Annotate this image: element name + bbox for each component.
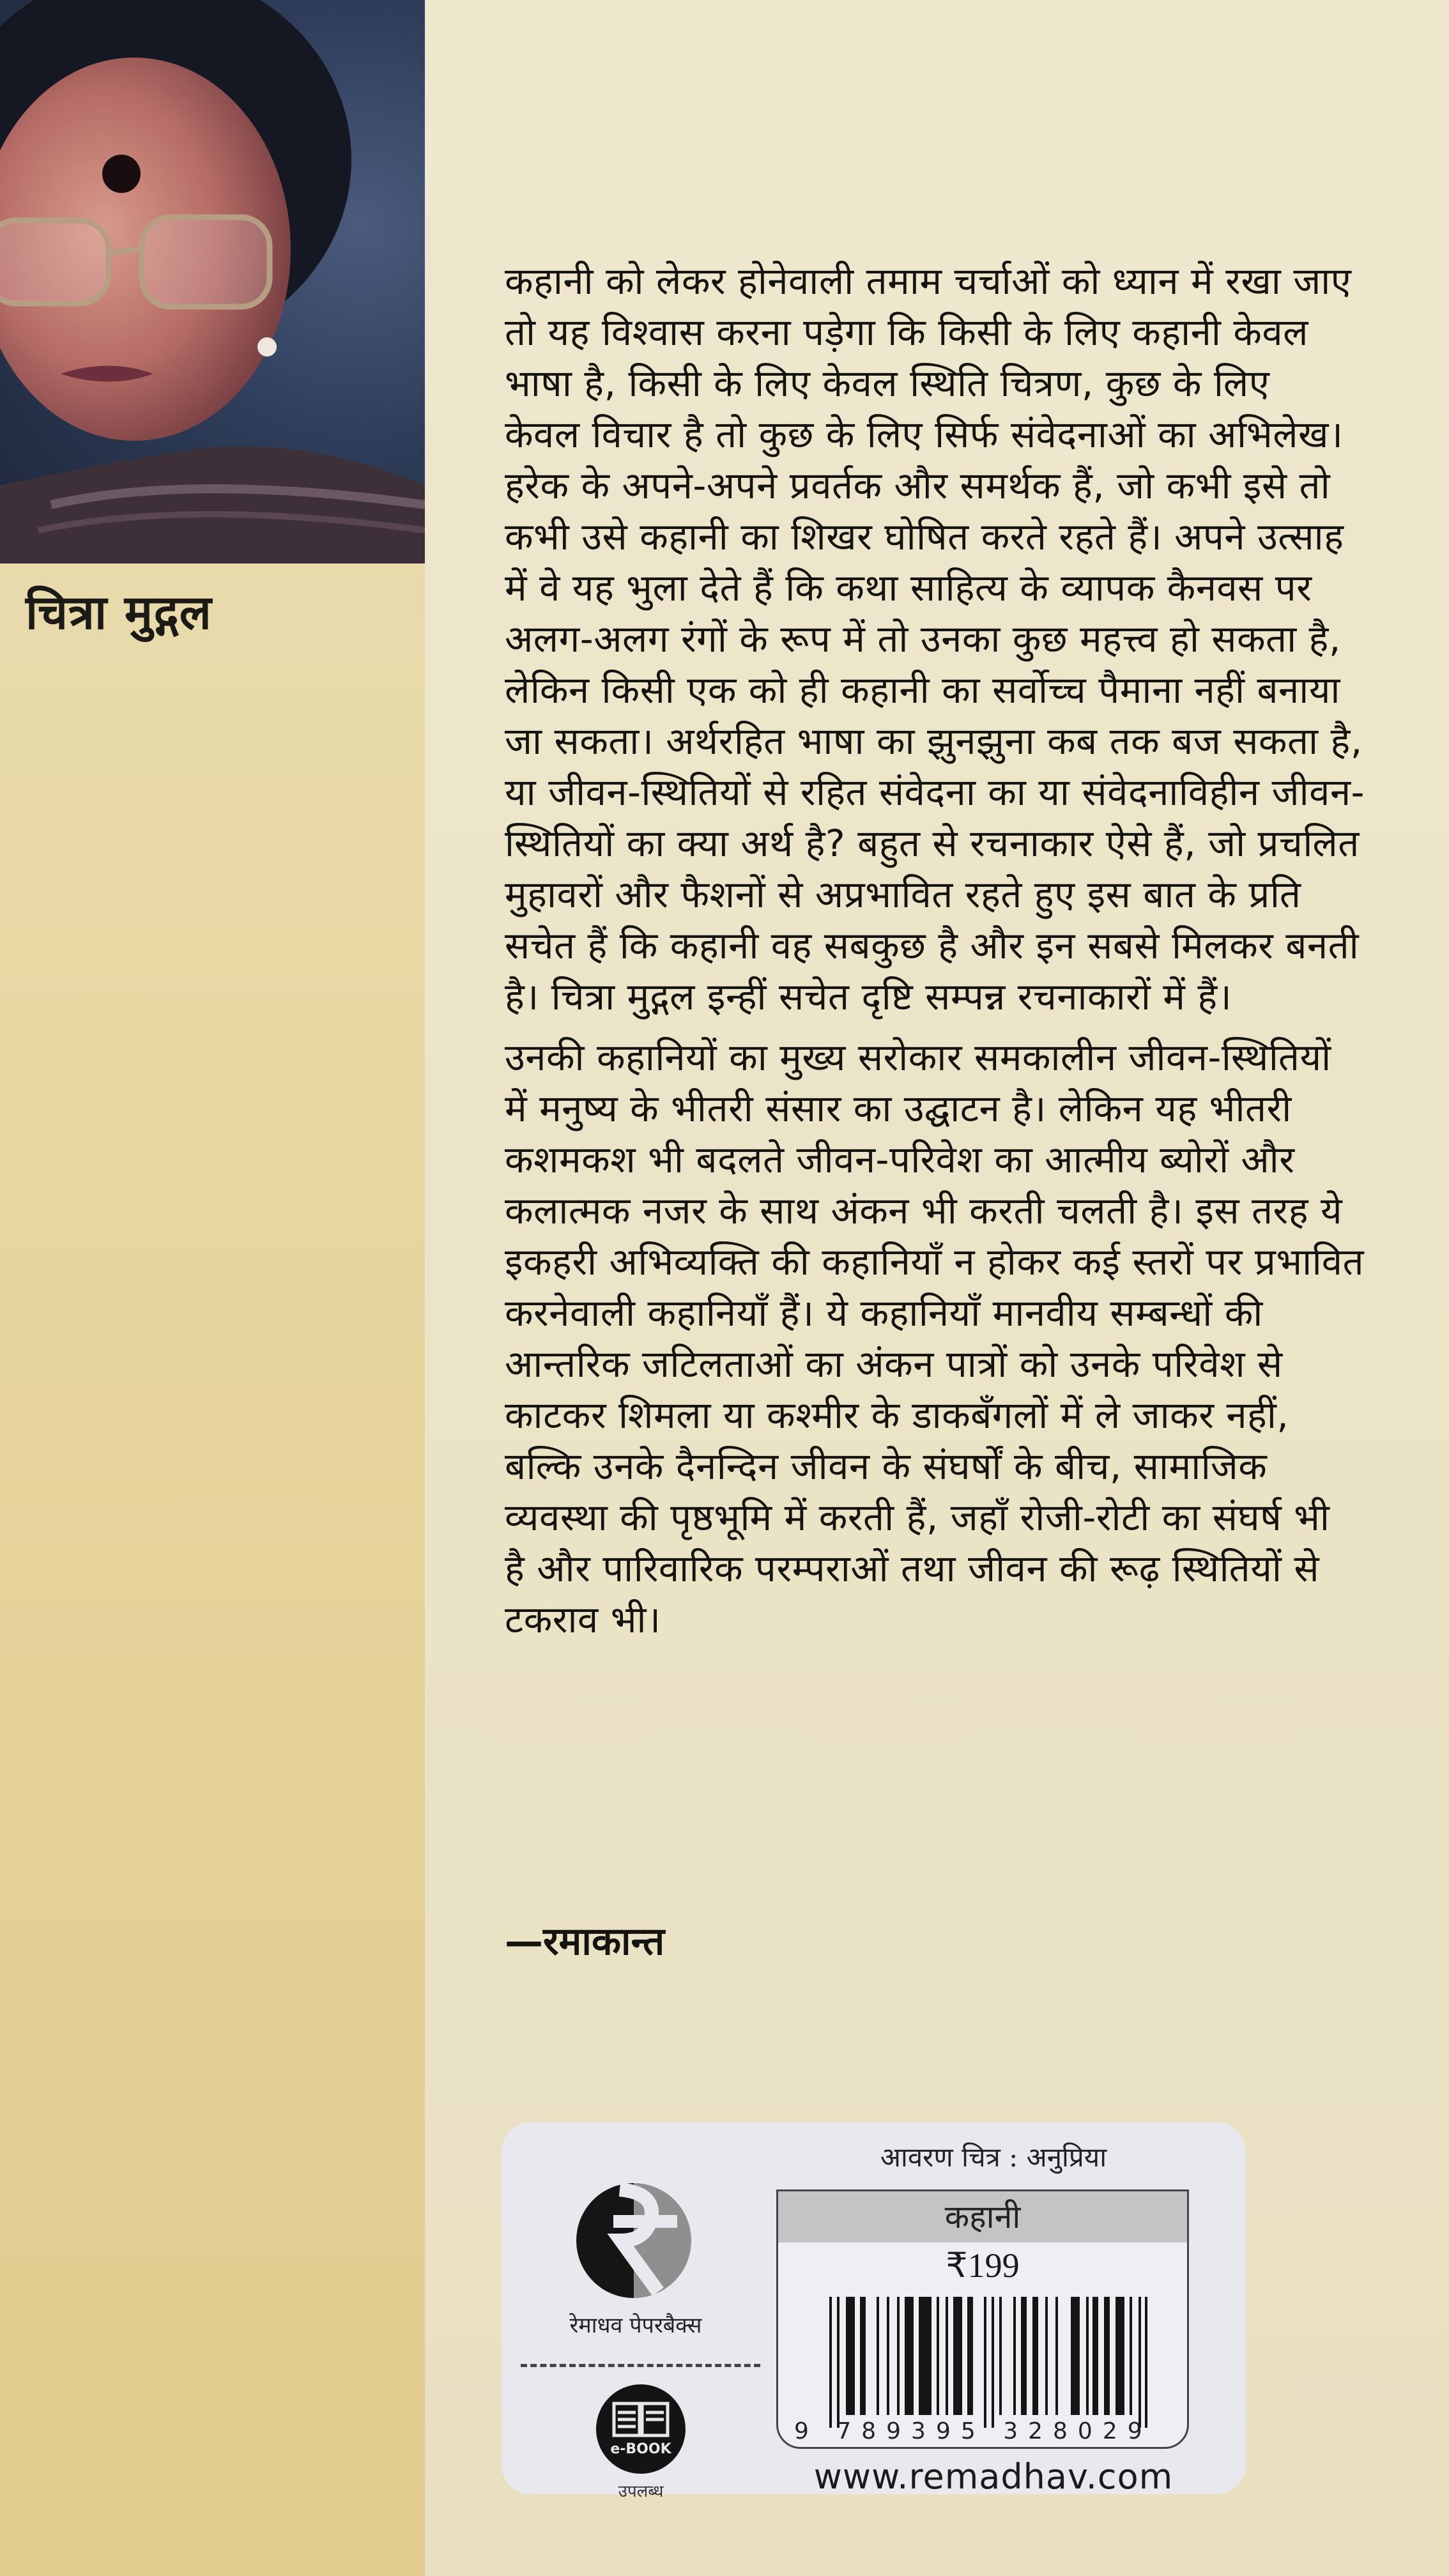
blurb-line: कहानी को लेकर होनेवाली तमाम चर्चाओं को ध्यान में रखा जाए (505, 259, 1352, 303)
cover-art-credit: आवरण चित्र : अनुप्रिया (880, 2142, 1107, 2173)
left-column (0, 0, 425, 2576)
blurb-line: जा सकता। अर्थरहित भाषा का झुनझुना कब तक बज सकता है, (505, 719, 1363, 763)
blurb-line: सचेत हैं कि कहानी वह सबकुछ है और इन सबसे मिलकर बनती (505, 924, 1360, 967)
blurb-signature: —रमाकान्त (505, 1919, 665, 1964)
blurb-line: कशमकश भी बदलते जीवन-परिवेश का आत्मीय ब्योरों और (505, 1138, 1295, 1181)
blurb-line: स्थितियों का क्या अर्थ है? बहुत से रचनाकार ऐसे हैं, जो प्रचलित (505, 822, 1360, 865)
publisher-name: रेमाधव पेपरबैक्स (569, 2313, 702, 2338)
blurb-line: व्यवस्था की पृष्ठभूमि में करती हैं, जहाँ रोजी-रोटी का संघर्ष भी (505, 1496, 1330, 1539)
blurb-line: तो यह विश्वास करना पड़ेगा कि किसी के लिए कहानी केवल (505, 310, 1308, 354)
ebook-available-label: उपलब्ध (618, 2482, 664, 2501)
blurb-line: है। चित्रा मुद्गल इन्हीं सचेत दृष्टि सम्पन्न रचनाकारों में हैं। (505, 975, 1232, 1018)
blurb-line: उनकी कहानियों का मुख्य सरोकार समकालीन जीवन-स्थितियों (505, 1036, 1331, 1079)
author-portrait-icon (0, 0, 425, 564)
author-photo (0, 0, 425, 564)
blurb-line: केवल विचार है तो कुछ के लिए सिर्फ संवेदनाओं का अभिलेख। (505, 413, 1344, 456)
ebook-icon (596, 2384, 686, 2474)
blurb-line: कभी उसे कहानी का शिखर घोषित करते रहते हैं। अपने उत्साह (505, 515, 1344, 558)
blurb-line: है और पारिवारिक परम्पराओं तथा जीवन की रूढ़ स्थितियों से (505, 1547, 1320, 1590)
rupee-r-logo-icon (575, 2182, 693, 2299)
isbn-price-box (776, 2189, 1189, 2449)
blurb-line: कलात्मक नजर के साथ अंकन भी करती चलती है। इस तरह ये (505, 1189, 1343, 1232)
genre-label: कहानी (778, 2191, 1187, 2242)
blurb-line: काटकर शिमला या कश्मीर के डाकबँगलों में ले जाकर नहीं, (505, 1393, 1289, 1437)
blurb-line: भाषा है, किसी के लिए केवल स्थिति चित्रण, कुछ के लिए (505, 362, 1270, 405)
author-name: चित्रा मुद्गल (26, 585, 212, 640)
blurb-line: बल्कि उनके दैनन्दिन जीवन के संघर्षों के बीच, सामाजिक (505, 1445, 1268, 1488)
price-label: ₹199 (946, 2246, 1020, 2285)
blurb-line: में वे यह भुला देते हैं कि कथा साहित्य के व्यापक कैनवस पर (505, 566, 1312, 610)
blurb-line: टकराव भी। (505, 1598, 661, 1641)
barcode-icon (810, 2297, 1155, 2434)
publisher-website-link[interactable]: www.remadhav.com (813, 2457, 1174, 2497)
blurb-line: करनेवाली कहानियाँ हैं। ये कहानियाँ मानवीय सम्बन्धों की (505, 1291, 1263, 1335)
isbn-number: 9 789395 328029 (794, 2418, 1153, 2444)
blurb-line: अलग-अलग रंगों के रूप में तो उनका कुछ महत्त्व हो सकता है, (505, 617, 1341, 661)
blurb-line: इकहरी अभिव्यक्ति की कहानियाँ न होकर कई स्तरों पर प्रभावित (505, 1240, 1365, 1284)
blurb-line: मुहावरों और फैशनों से अप्रभावित रहते हुए इस बात के प्रति (505, 873, 1301, 916)
blurb-line: या जीवन-स्थितियों से रहित संवेदना का या संवेदनाविहीन जीवन- (505, 770, 1365, 814)
blurb-line: लेकिन किसी एक को ही कहानी का सर्वोच्च पैमाना नहीं बनाया (505, 668, 1340, 712)
blurb-line: आन्तरिक जटिलताओं का अंकन पात्रों को उनके परिवेश से (505, 1342, 1283, 1386)
blurb-line: में मनुष्य के भीतरी संसार का उद्घाटन है। लेकिन यह भीतरी (505, 1087, 1292, 1130)
svg-text:e-BOOK: e-BOOK (610, 2441, 671, 2457)
blurb-line: हरेक के अपने-अपने प्रवर्तक और समर्थक हैं, जो कभी इसे तो (505, 464, 1331, 507)
divider-dashed (521, 2364, 760, 2367)
